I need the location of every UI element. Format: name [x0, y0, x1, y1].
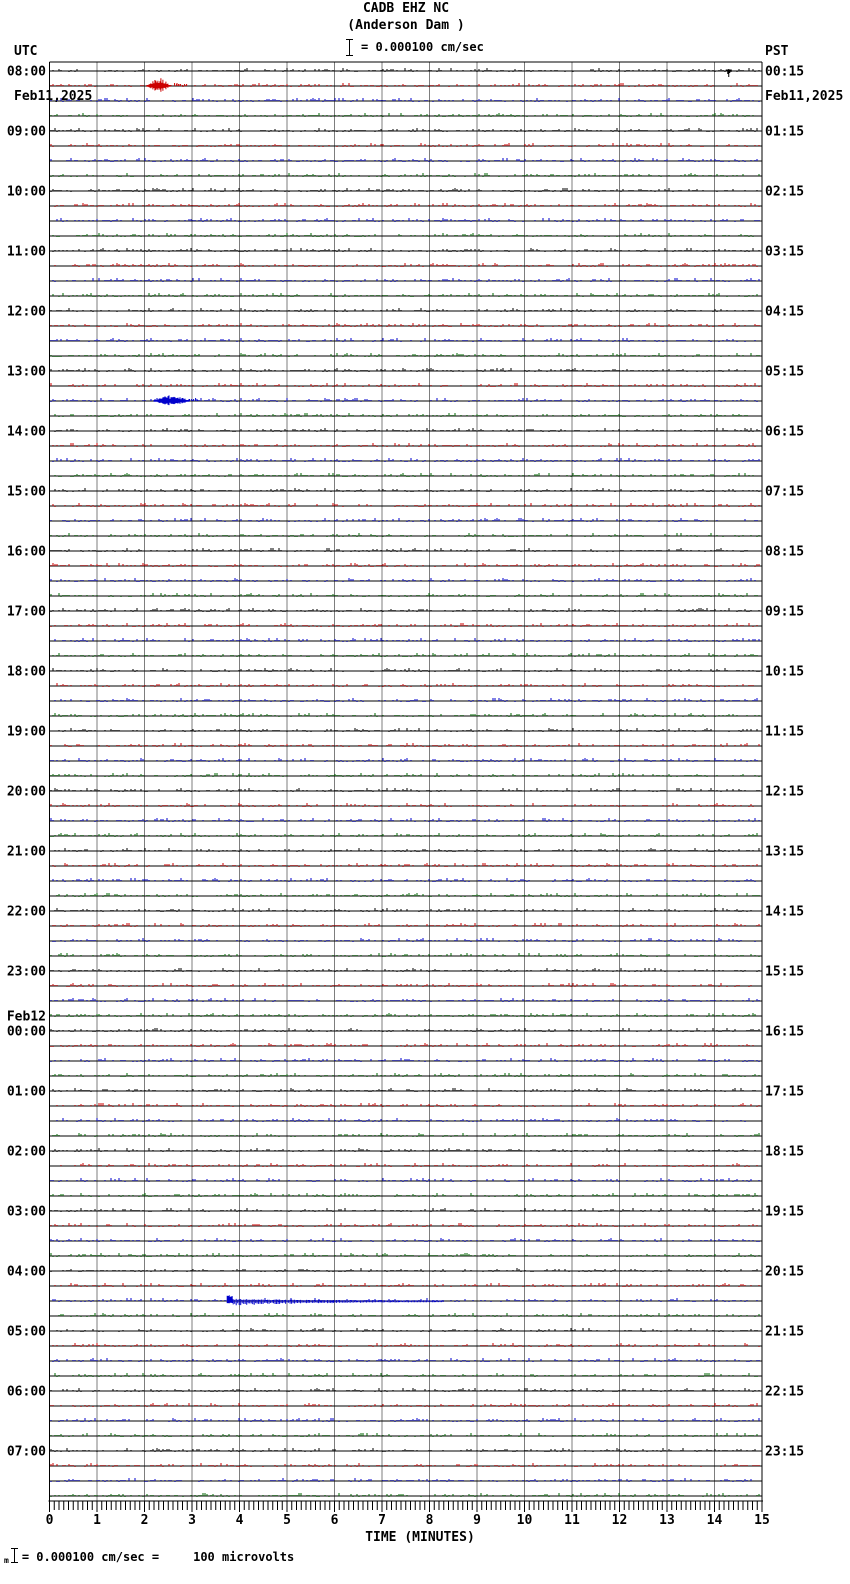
trace-row — [50, 893, 763, 897]
utc-hour-label: 17:00 — [6, 604, 46, 620]
pst-hour-label: 10:15 — [765, 664, 805, 680]
utc-hour-label: 04:00 — [6, 1264, 46, 1280]
trace-row — [50, 338, 763, 342]
trace-row — [50, 923, 763, 927]
pst-hour-label: 07:15 — [765, 484, 805, 500]
trace-row — [50, 68, 763, 72]
trace-row — [50, 833, 763, 837]
trace-row — [50, 683, 763, 687]
x-tick-label: 9 — [473, 1513, 481, 1528]
trace-row — [50, 728, 763, 732]
station-location: (Anderson Dam ) — [347, 18, 465, 33]
pst-hour-label: 04:15 — [765, 304, 805, 320]
x-tick-label: 15 — [754, 1513, 770, 1528]
footer-prefix: m — [4, 1556, 9, 1565]
trace-row — [50, 248, 763, 252]
pst-hour-label: 02:15 — [765, 184, 805, 200]
scale-bar-icon-small — [11, 1548, 18, 1563]
trace-row — [50, 563, 763, 567]
trace-row — [50, 158, 763, 162]
trace-row — [50, 503, 763, 507]
pst-hour-label: 20:15 — [765, 1264, 805, 1280]
x-tick-label: 13 — [659, 1513, 675, 1528]
trace-row — [50, 773, 763, 777]
utc-hour-label: 15:00 — [6, 484, 46, 500]
x-axis-title: TIME (MINUTES) — [365, 1530, 475, 1545]
x-tick-label: 11 — [564, 1513, 580, 1528]
trace-row — [50, 1073, 763, 1077]
utc-hour-label: 12:00 — [6, 304, 46, 320]
trace-row — [50, 488, 763, 492]
trace-row — [50, 1493, 763, 1497]
x-tick-label: 4 — [235, 1513, 244, 1528]
pst-hour-label: 15:15 — [765, 964, 805, 980]
trace-row — [50, 533, 763, 537]
trace-row — [50, 1418, 763, 1422]
utc-hour-label: 07:00 — [6, 1444, 46, 1460]
pst-hour-label: 06:15 — [765, 424, 805, 440]
trace-row — [50, 938, 763, 942]
trace-row — [50, 1088, 763, 1092]
trace-row — [50, 953, 763, 957]
trace-row — [50, 1133, 763, 1137]
utc-hour-label: 18:00 — [6, 664, 46, 680]
x-tick-label: 3 — [188, 1513, 196, 1528]
trace-row — [50, 1043, 763, 1047]
trace-row — [50, 98, 763, 102]
trace-row — [50, 653, 763, 657]
trace-row — [50, 608, 763, 612]
trace-row — [50, 803, 763, 807]
trace-row — [50, 968, 763, 972]
utc-hour-label: 06:00 — [6, 1384, 46, 1400]
utc-tz-label: UTC — [14, 44, 38, 59]
trace-row — [50, 848, 763, 852]
seismic-events — [147, 69, 732, 1305]
trace-row — [50, 1268, 763, 1272]
trace-row — [50, 518, 763, 522]
trace-row — [50, 1223, 763, 1227]
trace-row — [50, 1343, 763, 1347]
event-burst — [154, 395, 198, 405]
footer-scale-text: = 0.000100 cm/sec = — [21, 1550, 160, 1564]
trace-row — [50, 863, 763, 867]
utc-hour-label: 16:00 — [6, 544, 46, 560]
event-spike-marker — [726, 69, 732, 77]
trace-row — [50, 113, 763, 117]
pst-hour-label: 08:15 — [765, 544, 805, 560]
trace-row — [50, 668, 763, 672]
utc-hour-label: 14:00 — [6, 424, 46, 440]
x-tick-label: 14 — [706, 1513, 723, 1528]
utc-hour-label: 23:00 — [6, 964, 46, 980]
trace-row — [50, 233, 763, 237]
trace-row — [50, 1403, 763, 1407]
trace-row — [50, 1328, 763, 1332]
trace-row — [50, 443, 763, 447]
pst-hour-label: 03:15 — [765, 244, 805, 260]
x-tick-label: 0 — [45, 1513, 54, 1528]
x-tick-label: 7 — [378, 1513, 386, 1528]
event-spike-coda — [227, 1295, 443, 1305]
pst-date-label: Feb11,2025 — [765, 89, 844, 104]
x-tick-label: 1 — [93, 1513, 101, 1528]
trace-row — [50, 1463, 763, 1467]
utc-hour-label: 19:00 — [6, 724, 46, 740]
trace-row — [50, 638, 763, 642]
pst-hour-label: 05:15 — [765, 364, 805, 380]
pst-hour-label: 12:15 — [765, 784, 805, 800]
utc-hour-label: 03:00 — [6, 1204, 46, 1220]
trace-row — [50, 983, 763, 987]
trace-row — [50, 383, 763, 387]
pst-hour-label: 09:15 — [765, 604, 805, 620]
trace-row — [50, 1433, 763, 1437]
pst-hour-label: 19:15 — [765, 1204, 805, 1220]
row-time-labels — [7, 65, 804, 1460]
trace-row — [50, 263, 763, 267]
trace-row — [50, 593, 763, 597]
trace-row — [50, 218, 763, 222]
x-tick-label: 8 — [425, 1513, 434, 1528]
utc-hour-label: 21:00 — [6, 844, 46, 860]
trace-row — [50, 1238, 763, 1242]
trace-row — [50, 1358, 763, 1362]
trace-row — [50, 308, 763, 312]
trace-row — [50, 1373, 763, 1377]
trace-row — [50, 1388, 763, 1392]
trace-row — [50, 758, 763, 762]
x-tick-label: 12 — [611, 1513, 628, 1528]
pst-hour-label: 21:15 — [765, 1324, 805, 1340]
trace-row — [50, 128, 763, 132]
trace-row — [50, 473, 763, 477]
trace-row — [50, 278, 763, 282]
utc-date-label: Feb11,2025 — [14, 89, 93, 104]
trace-row — [50, 878, 763, 882]
trace-row — [50, 1193, 763, 1197]
trace-row — [50, 1148, 763, 1152]
pst-hour-label: 22:15 — [765, 1384, 805, 1400]
pst-hour-label: 14:15 — [765, 904, 805, 920]
trace-row — [50, 908, 763, 912]
pst-hour-label: 18:15 — [765, 1144, 805, 1160]
trace-row — [50, 173, 763, 177]
grid — [49, 62, 764, 1512]
trace-row — [50, 1283, 763, 1287]
pst-hour-label: 00:15 — [765, 64, 805, 80]
utc-hour-label: 11:00 — [6, 244, 46, 260]
trace-row — [50, 698, 763, 702]
trace-row — [50, 1028, 763, 1032]
trace-row — [50, 1478, 763, 1482]
trace-row — [50, 1208, 763, 1212]
scale-note: = 0.000100 cm/sec — [361, 40, 484, 54]
utc-hour-label: 20:00 — [6, 784, 46, 800]
trace-row — [50, 1178, 763, 1182]
pst-hour-label: 13:15 — [765, 844, 805, 860]
pst-tz-label: PST — [765, 44, 789, 59]
utc-hour-label: 22:00 — [6, 904, 46, 920]
trace-row — [50, 188, 763, 192]
utc-hour-label: 05:00 — [6, 1324, 46, 1340]
trace-row — [50, 428, 763, 432]
trace-row — [50, 1118, 763, 1122]
trace-row — [50, 1103, 763, 1107]
trace-row — [50, 353, 763, 357]
x-tick-label: 6 — [330, 1513, 339, 1528]
x-tick-label: 5 — [283, 1513, 291, 1528]
trace-row — [50, 293, 763, 297]
x-tick-label: 2 — [140, 1513, 149, 1528]
pst-hour-label: 23:15 — [765, 1444, 805, 1460]
pst-hour-label: 16:15 — [765, 1024, 805, 1040]
trace-row — [50, 998, 763, 1002]
trace-row — [50, 743, 763, 747]
trace-row — [50, 413, 763, 417]
station-title: CADB EHZ NC — [362, 1, 450, 16]
utc-hour-label: 10:00 — [6, 184, 46, 200]
utc-hour-label: 00:00 — [6, 1024, 46, 1040]
utc-hour-label: 09:00 — [6, 124, 46, 140]
footer-scale-line — [4, 1548, 294, 1568]
pst-hour-label: 17:15 — [765, 1084, 805, 1100]
x-axis-ticks — [46, 1513, 770, 1528]
trace-row — [50, 143, 763, 147]
date-break-label: Feb12 — [6, 1009, 46, 1025]
trace-row — [50, 788, 763, 792]
trace-row — [50, 1013, 763, 1017]
trace-row — [50, 1058, 763, 1062]
event-burst — [147, 78, 187, 91]
trace-row — [50, 818, 763, 822]
utc-hour-label: 01:00 — [6, 1084, 46, 1100]
pst-hour-label: 11:15 — [765, 724, 805, 740]
utc-hour-label: 08:00 — [6, 64, 46, 80]
trace-row — [50, 203, 763, 207]
trace-row — [50, 1253, 763, 1257]
footer-microvolts-text: 100 microvolts — [193, 1550, 295, 1564]
trace-row — [50, 548, 763, 552]
trace-row — [50, 713, 763, 717]
trace-row — [50, 578, 763, 582]
utc-hour-label: 13:00 — [6, 364, 46, 380]
utc-hour-label: 02:00 — [6, 1144, 46, 1160]
trace-row — [50, 623, 763, 627]
trace-row — [50, 368, 763, 372]
x-tick-label: 10 — [516, 1513, 533, 1528]
trace-row — [50, 1448, 763, 1452]
trace-row — [50, 323, 763, 327]
trace-row — [50, 1313, 763, 1317]
trace-row — [50, 1163, 763, 1167]
trace-row — [50, 458, 763, 462]
pst-hour-label: 01:15 — [765, 124, 805, 140]
